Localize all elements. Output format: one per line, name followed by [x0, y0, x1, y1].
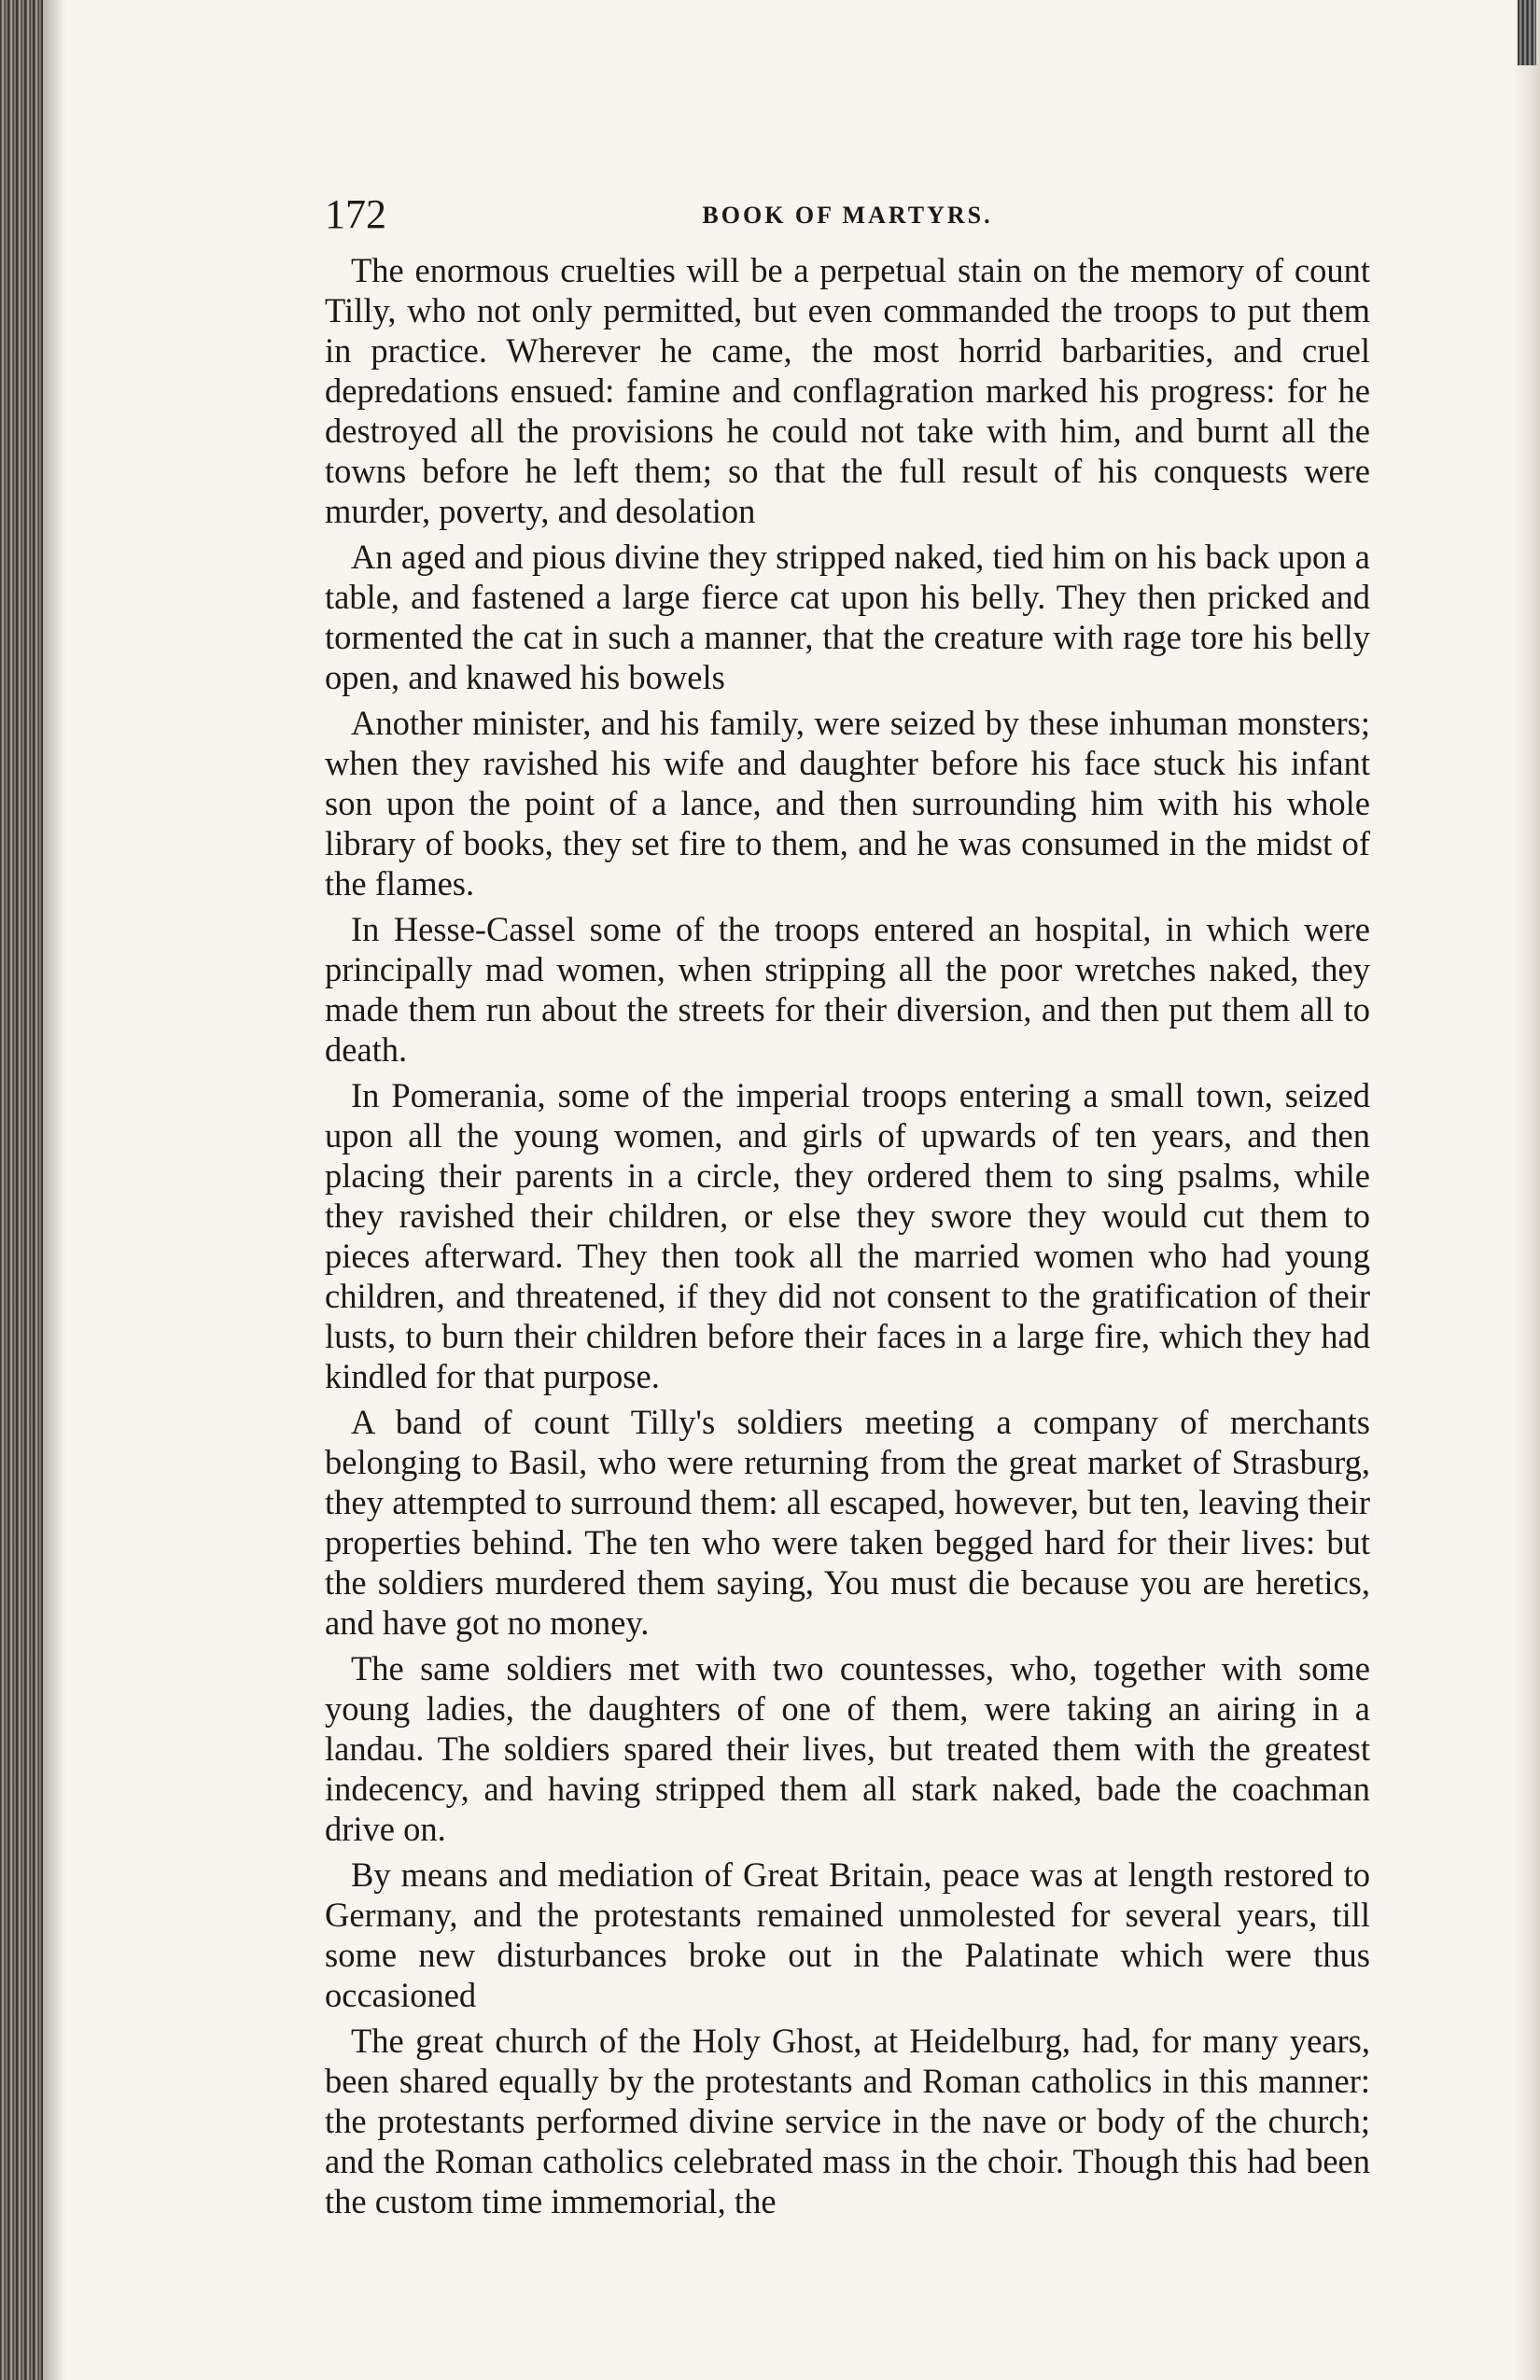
- book-page: [325, 187, 1370, 2227]
- paragraph-tilly-cruelties: The enormous cruelties will be a perpetual stain on the memory of count Tilly, who not only permitted, but even commanded the troops to put them in practice. Wherever he came, the most horrid barbarities, and cruel depredations ensued: famine and conflagration marked his progress: for he destroyed all the provisions he could not take with him, and burnt all the towns before he left them; so that the full result of his conquests were murder, poverty, and desolation: [325, 251, 1370, 530]
- book-binding-edge: [0, 0, 43, 2380]
- running-title: BOOK OF MARTYRS.: [702, 202, 993, 229]
- paragraph-aged-divine: An aged and pious divine they stripped naked, tied him on his back upon a table, and fastened a large fierce cat upon his belly. They then pricked and tormented the cat in such a manner, that the creature with rage tore his belly open, and knawed his bowels: [325, 538, 1370, 696]
- paragraph-another-minister: Another minister, and his family, were seized by these inhuman monsters; when they ravished his wife and daughter before his face stuck his infant son upon the point of a lance, and then surrounding him with his whole library of books, they set fire to them, and he was consumed in the midst of the flames.: [325, 704, 1370, 903]
- paragraph-merchants-of-basil: A band of count Tilly's soldiers meeting a company of merchants belonging to Basil, who were returning from the great market of Strasburg, they attempted to surround them: all escaped, however, but ten, leaving their properties behind. The ten who were taken begged hard for their lives: but the soldiers murdered them saying, You must die because you are heretics, and have got no money.: [325, 1403, 1370, 1642]
- page-right-edge: [1512, 0, 1540, 2380]
- page-corner-scan-artifact: [1518, 0, 1536, 65]
- page-body: [325, 250, 1370, 2221]
- page-header: [325, 187, 1370, 243]
- paragraph-pomerania: In Pomerania, some of the imperial troops entering a small town, seized upon all the young women, and girls of upwards of ten years, and then placing their parents in a circle, they ordered them to sing psalms, while they ravished their children, or else they swore they would cut them to pieces afterward. They then took all the married women who had young children, and threatened, if they did not consent to the gratification of their lusts, to burn their children before their faces in a large fire, which they had kindled for that purpose.: [325, 1076, 1370, 1395]
- page-number: 172: [325, 191, 386, 237]
- paragraph-heidelburg-church: The great church of the Holy Ghost, at Heidelburg, had, for many years, been shared equally by the protestants and Roman catholics in this manner: the protestants performed divine service in the nave or body of the church; and the Roman catholics celebrated mass in the choir. Though this had been the custom time immemorial, the: [325, 2022, 1370, 2220]
- paragraph-peace-restored: By means and mediation of Great Britain, peace was at length restored to Germany, and the protestants remained unmolested for several years, till some new disturbances broke out in the Palatinate which were thus occasioned: [325, 1855, 1370, 2014]
- binding-shadow: [43, 0, 65, 2380]
- paragraph-hesse-cassel: In Hesse-Cassel some of the troops entered an hospital, in which were principally mad women, when stripping all the poor wretches naked, they made them run about the streets for their diversion, and then put them all to death.: [325, 910, 1370, 1069]
- paragraph-two-countesses: The same soldiers met with two countesses, who, together with some young ladies, the daughters of one of them, were taking an airing in a landau. The soldiers spared their lives, but treated them with the greatest indecency, and having stripped them all stark naked, bade the coachman drive on.: [325, 1649, 1370, 1848]
